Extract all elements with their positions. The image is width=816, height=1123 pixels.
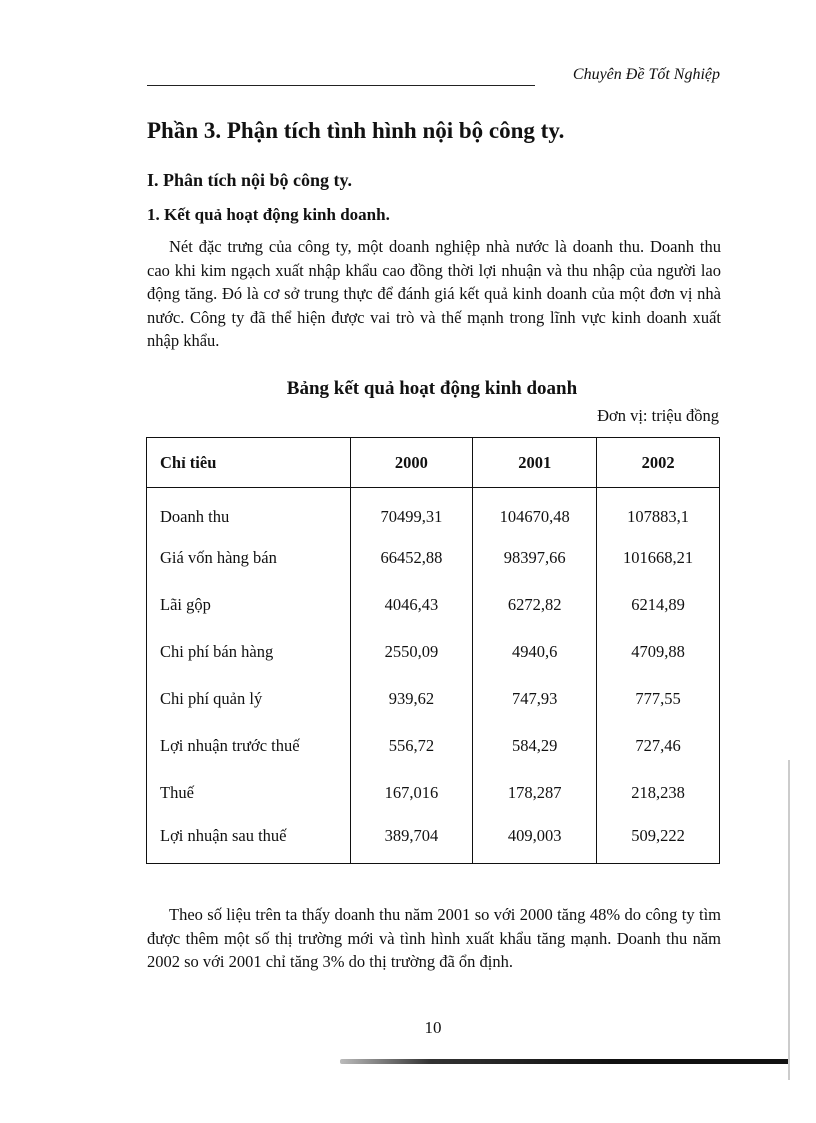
row-label: Lợi nhuận trước thuế: [147, 723, 351, 770]
table-unit: Đơn vị: triệu đồng: [597, 406, 719, 425]
table-cell: 389,704: [350, 817, 473, 864]
table-cell: 747,93: [473, 676, 597, 723]
table-cell: 218,238: [597, 770, 720, 817]
intro-paragraph: Nét đặc trưng của công ty, một doanh nghiệp nhà nước là doanh thu. Doanh thu cao khi kim ngạch xuất nhập khẩu cao đồng thời lợi nhuận và thu nhập của người lao động tăng. Đó là cơ sở trung thực để đánh giá kết quả kinh doanh của một đơn vị nhà nước. Công ty đã thể hiện được vai trò và thế mạnh trong lĩnh vực kinh doanh xuất nhập khẩu.: [147, 237, 721, 350]
results-table: [146, 437, 720, 864]
header-title: Chuyên Đề Tốt Nghiệp: [572, 66, 720, 83]
section-title: I. Phân tích nội bộ công ty.: [147, 170, 353, 190]
table-cell: 98397,66: [473, 535, 597, 582]
table-cell: 556,72: [350, 723, 473, 770]
table-row: [147, 723, 720, 770]
table-cell: 167,016: [350, 770, 473, 817]
table-cell: 104670,48: [473, 488, 597, 535]
table-cell: 178,287: [473, 770, 597, 817]
table-cell: 509,222: [597, 817, 720, 864]
scan-artifact-line: [340, 1059, 790, 1064]
table-row: [147, 629, 720, 676]
table-cell: 107883,1: [597, 488, 720, 535]
row-label: Giá vốn hàng bán: [147, 535, 351, 582]
table-cell: 4046,43: [350, 582, 473, 629]
table-cell: 6214,89: [597, 582, 720, 629]
row-label: Thuế: [147, 770, 351, 817]
analysis-paragraph: Theo số liệu trên ta thấy doanh thu năm 2001 so với 2000 tăng 48% do công ty tìm được thêm một số thị trường mới và tình hình xuất khẩu tăng mạnh. Doanh thu năm 2002 so với 2001 chỉ tăng 3% do thị trường đã ổn định.: [147, 905, 721, 971]
table-cell: 6272,82: [473, 582, 597, 629]
table-row: [147, 770, 720, 817]
subsection-title: 1. Kết quả hoạt động kinh doanh.: [147, 205, 390, 224]
table-cell: 4940,6: [473, 629, 597, 676]
page-number: 10: [424, 1018, 442, 1037]
table-cell: 2550,09: [350, 629, 473, 676]
table-cell: 939,62: [350, 676, 473, 723]
table-cell: 409,003: [473, 817, 597, 864]
table-row: [147, 488, 720, 535]
scan-artifact-edge: [788, 760, 790, 1080]
row-label: Lợi nhuận sau thuế: [147, 817, 351, 864]
table-cell: 70499,31: [350, 488, 473, 535]
table-row: [147, 676, 720, 723]
header-cell-2001: 2001: [473, 438, 597, 488]
row-label: Lãi gộp: [147, 582, 351, 629]
table-header-row: [147, 438, 720, 488]
row-label: Doanh thu: [147, 488, 351, 535]
header-rule: [147, 85, 535, 86]
part-title: Phần 3. Phận tích tình hình nội bộ công ty.: [147, 118, 565, 143]
header-cell-2000: 2000: [350, 438, 473, 488]
table-row: [147, 535, 720, 582]
table-cell: 4709,88: [597, 629, 720, 676]
table-cell: 101668,21: [597, 535, 720, 582]
table-cell: 66452,88: [350, 535, 473, 582]
table-cell: 777,55: [597, 676, 720, 723]
header-cell-indicator: Chỉ tiêu: [147, 438, 351, 488]
table-cell: 584,29: [473, 723, 597, 770]
row-label: Chi phí quản lý: [147, 676, 351, 723]
table-row: [147, 582, 720, 629]
header-cell-2002: 2002: [597, 438, 720, 488]
table-row: [147, 817, 720, 864]
table-title: Bảng kết quả hoạt động kinh doanh: [286, 378, 578, 399]
row-label: Chi phí bán hàng: [147, 629, 351, 676]
table-cell: 727,46: [597, 723, 720, 770]
